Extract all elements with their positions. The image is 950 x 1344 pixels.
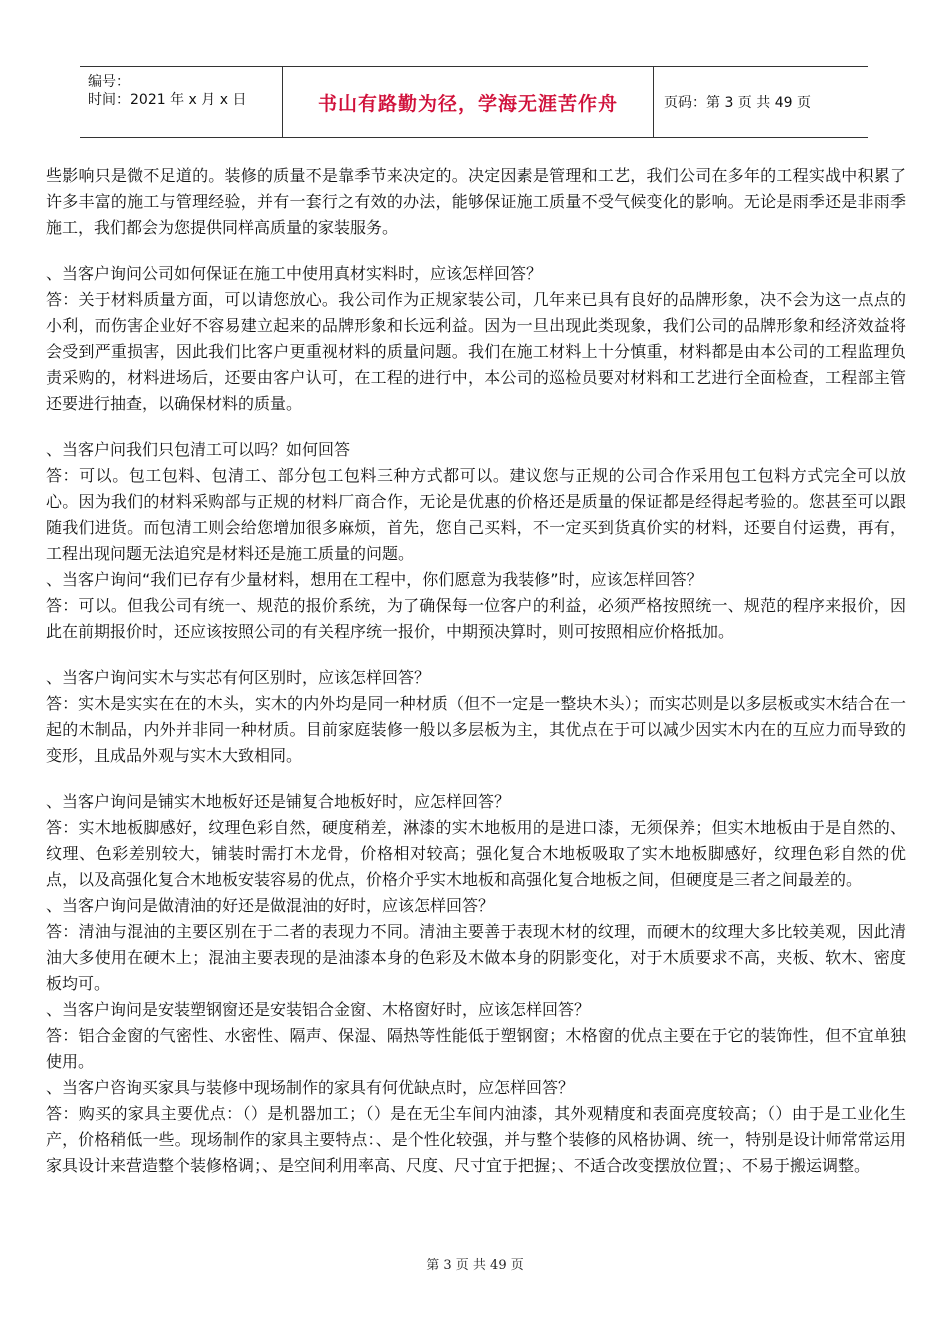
header-motto-cell: [282, 67, 654, 137]
question: 、当客户询问实木与实芯有何区别时，应该怎样回答？: [46, 668, 431, 687]
answer: 答：铝合金窗的气密性、水密性、隔声、保湿、隔热等性能低于塑钢窗；木格窗的优点主要在于它的装饰性，但不宜单独使用。: [46, 1026, 906, 1071]
answer: 答：可以。包工包料、包清工、部分包工包料三种方式都可以。建议您与正规的公司合作采用包工包料方式完全可以放心。因为我们的材料采购部与正规的材料厂商合作，无论是优惠的价格还是质量的保证都是经得起考验的。您甚至可以跟随我们进货。而包清工则会给您增加很多麻烦，首先，您自己买料，不一定买到货真价实的材料，还要自付运费，再有，工程出现问题无法追究是材料还是施工质量的问题。: [46, 466, 906, 563]
answer: 答：清油与混油的主要区别在于二者的表现力不同。清油主要善于表现木材的纹理，而硬木的纹理大多比较美观，因此清油大多使用在硬木上；混油主要表现的是油漆本身的色彩及木做本身的阴影变化，对于木质要求不高，夹板、软木、密度板均可。: [46, 922, 906, 993]
time-label: 时间：2021 年 x 月 x 日: [88, 92, 247, 108]
page-footer: 第 3 页 共 49 页: [426, 1258, 524, 1273]
question: 、当客户询问公司如何保证在施工中使用真材实料时，应该怎样回答？: [46, 264, 543, 283]
paragraph: 些影响只是微不足道的。装修的质量不是靠季节来决定的。决定因素是管理和工艺，我们公司在多年的工程实战中积累了许多丰富的施工与管理经验，并有一套行之有效的办法，能够保证施工质量不受气候变化的影响。无论是雨季还是非雨季施工，我们都会为您提供同样高质量的家装服务。: [46, 166, 906, 237]
motto: 书山有路勤为径，学海无涯苦作舟: [317, 92, 618, 115]
header-meta: [80, 67, 282, 137]
answer: 答：可以。但我公司有统一、规范的报价系统，为了确保每一位客户的利益，必须严格按照统一、规范的程序来报价，因此在前期报价时，还应该按照公司的有关程序统一报价，中期预决算时，则可按照相应价格抵加。: [46, 596, 906, 641]
question: 、当客户询问是做清油的好还是做混油的好时，应该怎样回答？: [46, 896, 495, 915]
page-header: [80, 66, 868, 138]
document-body: [46, 163, 906, 1179]
answer: 答：实木是实实在在的木头，实木的内外均是同一种材质（但不一定是一整块木头）；而实芯则是以多层板或实木结合在一起的木制品，内外并非同一种材质。目前家庭装修一般以多层板为主，其优点在于可以减少因实木内在的互应力而导致的变形，且成品外观与实木大致相同。: [46, 694, 906, 765]
question: 、当客户问我们只包清工可以吗？如何回答: [46, 440, 351, 459]
answer: 答：购买的家具主要优点：（）是机器加工；（）是在无尘车间内油漆，其外观精度和表面亮度较高；（）由于是工业化生产，价格稍低一些。现场制作的家具主要特点：、是个性化较强，并与整个装修的风格协调、统一，特别是设计师常常运用家具设计来营造整个装修格调；、是空间利用率高、尺度、尺寸宜于把握；、不适合改变摆放位置；、不易于搬运调整。: [46, 1104, 906, 1175]
answer: 答：关于材料质量方面，可以请您放心。我公司作为正规家装公司，几年来已具有良好的品牌形象，决不会为这一点点的小利，而伤害企业好不容易建立起来的品牌形象和长远利益。因为一旦出现此类现象，我们公司的品牌形象和经济效益将会受到严重损害，因此我们比客户更重视材料的质量问题。我们在施工材料上十分慎重，材料都是由本公司的工程监理负责采购的，材料进场后，还要由客户认可，在工程的进行中，本公司的巡检员要对材料和工艺进行全面检查，工程部主管还要进行抽查，以确保材料的质量。: [46, 290, 906, 413]
question: 、当客户询问是安装塑钢窗还是安装铝合金窗、木格窗好时，应该怎样回答？: [46, 1000, 591, 1019]
question: 、当客户询问是铺实木地板好还是铺复合地板好时，应怎样回答？: [46, 792, 511, 811]
answer: 答：实木地板脚感好，纹理色彩自然，硬度稍差，淋漆的实木地板用的是进口漆，无须保养；但实木地板由于是自然的、纹理、色彩差别较大，铺装时需打木龙骨，价格相对较高；强化复合木地板吸取了实木地板脚感好，纹理色彩自然的优点，以及高强化复合木地板安装容易的优点，价格介乎实木地板和高强化复合地板之间，但硬度是三者之间最差的。: [46, 818, 906, 889]
question: 、当客户询问“我们已存有少量材料，想用在工程中，你们愿意为我装修”时，应该怎样回答？: [46, 570, 703, 589]
page-label: 页码：第 3 页 共 49 页: [664, 95, 811, 111]
question: 、当客户咨询买家具与装修中现场制作的家具有何优缺点时，应怎样回答？: [46, 1078, 575, 1097]
header-page-cell: [654, 67, 868, 137]
code-label: 编号：: [88, 74, 130, 90]
